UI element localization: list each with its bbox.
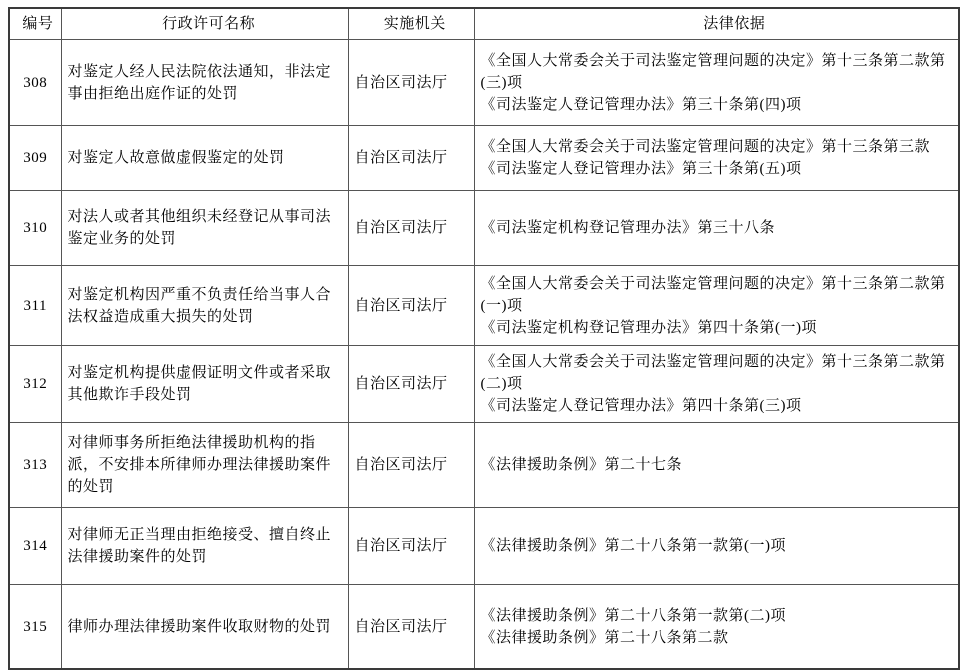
cell-agency: 自治区司法厅 [348,191,474,266]
cell-permit-name: 对鉴定人故意做虚假鉴定的处罚 [61,126,348,191]
legal-basis-line: 《司法鉴定机构登记管理办法》第四十条第(一)项 [480,319,817,336]
col-header-name: 行政许可名称 [61,8,348,40]
cell-legal-basis [474,191,959,266]
table-row [9,191,959,266]
cell-permit-name: 对法人或者其他组织未经登记从事司法鉴定业务的处罚 [61,191,348,266]
cell-agency: 自治区司法厅 [348,126,474,191]
cell-agency: 自治区司法厅 [348,508,474,585]
cell-legal-basis [474,40,959,126]
legal-basis-line: 《全国人大常委会关于司法鉴定管理问题的决定》第十三条第二款第(二)项 [480,354,946,392]
cell-permit-name: 律师办理法律援助案件收取财物的处罚 [61,585,348,670]
legal-basis-line: 《司法鉴定人登记管理办法》第三十条第(四)项 [480,96,802,113]
legal-basis-line: 《法律援助条例》第二十八条第二款 [480,629,729,646]
cell-legal-basis [474,126,959,191]
cell-id: 313 [9,423,61,508]
table-row [9,508,959,585]
table-row [9,585,959,670]
cell-permit-name: 对鉴定机构因严重不负责任给当事人合法权益造成重大损失的处罚 [61,266,348,346]
table-row [9,266,959,346]
cell-id: 315 [9,585,61,670]
table-row [9,126,959,191]
cell-agency: 自治区司法厅 [348,266,474,346]
cell-agency: 自治区司法厅 [348,585,474,670]
cell-permit-name: 对鉴定人经人民法院依法通知，非法定事由拒绝出庭作证的处罚 [61,40,348,126]
legal-basis-line: 《司法鉴定人登记管理办法》第三十条第(五)项 [480,161,802,177]
legal-basis-line: 《司法鉴定人登记管理办法》第四十条第(三)项 [480,398,802,414]
cell-id: 310 [9,191,61,266]
permits-table [8,7,960,670]
cell-id: 309 [9,126,61,191]
cell-agency: 自治区司法厅 [348,346,474,423]
col-header-agency: 实施机关 [348,8,474,40]
legal-basis-line: 《全国人大常委会关于司法鉴定管理问题的决定》第十三条第二款第(三)项 [480,52,946,91]
legal-basis-line: 《法律援助条例》第二十八条第一款第(二)项 [480,607,786,624]
cell-id: 308 [9,40,61,126]
cell-legal-basis [474,508,959,585]
table-row [9,40,959,126]
table-row [9,346,959,423]
cell-permit-name: 对鉴定机构提供虚假证明文件或者采取其他欺诈手段处罚 [61,346,348,423]
cell-legal-basis [474,585,959,670]
cell-permit-name: 对律师事务所拒绝法律援助机构的指派，不安排本所律师办理法律援助案件的处罚 [61,423,348,508]
cell-agency: 自治区司法厅 [348,40,474,126]
cell-id: 314 [9,508,61,585]
cell-agency: 自治区司法厅 [348,423,474,508]
legal-basis-line: 《法律援助条例》第二十八条第一款第(一)项 [480,538,786,554]
col-header-id: 编号 [9,8,61,40]
header-row [9,8,959,40]
cell-id: 311 [9,266,61,346]
cell-legal-basis [474,423,959,508]
legal-basis-line: 《全国人大常委会关于司法鉴定管理问题的决定》第十三条第三款 [480,139,931,155]
legal-basis-line: 《司法鉴定机构登记管理办法》第三十八条 [480,220,776,236]
table-row [9,423,959,508]
legal-basis-line: 《法律援助条例》第二十七条 [480,457,683,473]
legal-basis-line: 《全国人大常委会关于司法鉴定管理问题的决定》第十三条第二款第(一)项 [480,275,946,314]
cell-legal-basis [474,266,959,346]
cell-legal-basis [474,346,959,423]
cell-id: 312 [9,346,61,423]
col-header-legal: 法律依据 [474,8,959,40]
cell-permit-name: 对律师无正当理由拒绝接受、擅自终止法律援助案件的处罚 [61,508,348,585]
